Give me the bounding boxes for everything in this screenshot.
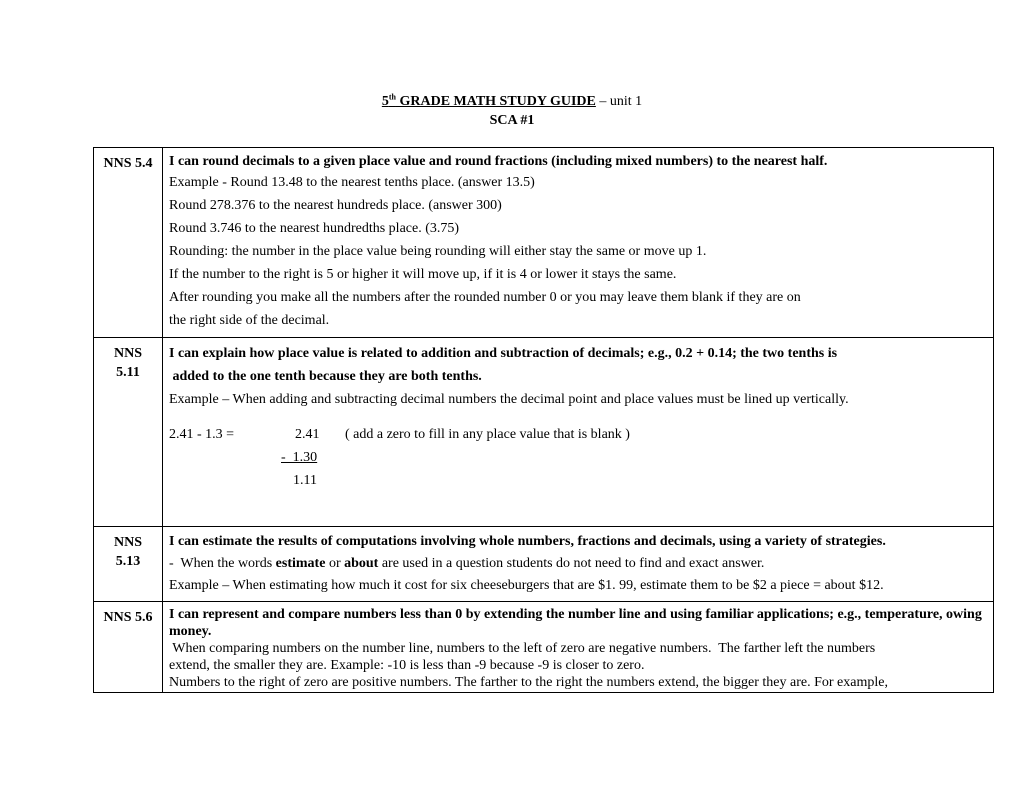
title-suffix: – unit 1 bbox=[595, 94, 643, 109]
standard-content bbox=[163, 338, 994, 527]
document-subtitle: SCA #1 bbox=[489, 113, 535, 128]
content-line: Round 278.376 to the nearest hundreds place. (answer 300) bbox=[169, 198, 502, 213]
calc-result: 1.11 bbox=[293, 473, 317, 488]
standard-code bbox=[94, 338, 163, 527]
standard-heading: added to the one tenth because they are both tenths. bbox=[169, 369, 482, 384]
calc-minus-number: - 1.30 bbox=[281, 450, 318, 465]
standard-content bbox=[163, 148, 994, 338]
standard-heading: I can represent and compare numbers less than 0 by extending the number line and using familiar applications; e.g., temperature, owing money. bbox=[169, 607, 982, 639]
subtraction-example bbox=[169, 423, 987, 495]
standard-code-line: 5.11 bbox=[116, 365, 140, 380]
content-line: Rounding: the number in the place value being rounding will either stay the same or move up 1. bbox=[169, 244, 707, 259]
document-title-block bbox=[0, 92, 1024, 130]
content-line: extend, the smaller they are. Example: -10 is less than -9 because -9 is closer to zero. bbox=[169, 658, 645, 673]
standard-code-text: NNS 5.6 bbox=[103, 610, 153, 625]
calc-top-number: 2.41 bbox=[295, 427, 320, 442]
grade-number: 5 bbox=[381, 94, 389, 109]
standard-content bbox=[163, 602, 994, 693]
grade-superscript: th bbox=[388, 92, 396, 102]
standard-heading: I can round decimals to a given place value and round fractions (including mixed numbers) to the nearest half. bbox=[169, 154, 828, 169]
table-row bbox=[94, 602, 994, 693]
standard-code-line: 5.13 bbox=[115, 554, 141, 569]
calc-note: ( add a zero to fill in any place value that is blank ) bbox=[345, 427, 630, 442]
keyword-estimate: estimate bbox=[275, 556, 326, 571]
standard-heading: I can explain how place value is related to addition and subtraction of decimals; e.g., 0.2 + 0.14; the two tenths is bbox=[169, 346, 838, 361]
content-line: Round 3.746 to the nearest hundredths place. (3.75) bbox=[169, 221, 460, 236]
standard-code bbox=[94, 527, 163, 602]
study-guide-table bbox=[93, 147, 994, 693]
standard-heading: I can estimate the results of computations involving whole numbers, fractions and decimals, using a variety of strategies. bbox=[169, 534, 886, 549]
calc-expression: 2.41 - 1.3 = bbox=[169, 427, 235, 442]
title-main: GRADE MATH STUDY GUIDE bbox=[395, 94, 596, 109]
standard-code-line: NNS bbox=[113, 346, 142, 361]
document-title bbox=[0, 92, 1024, 111]
standard-code bbox=[94, 148, 163, 338]
content-line: Example – When adding and subtracting decimal numbers the decimal point and place values must be lined up vertically. bbox=[169, 392, 849, 407]
content-line: If the number to the right is 5 or higher it will move up, if it is 4 or lower it stays the same. bbox=[169, 267, 677, 282]
content-line: Example - Round 13.48 to the nearest tenths place. (answer 13.5) bbox=[169, 175, 535, 190]
title-underlined bbox=[382, 94, 596, 109]
content-line: After rounding you make all the numbers after the rounded number 0 or you may leave them blank if they are on bbox=[169, 290, 801, 305]
standard-code bbox=[94, 602, 163, 693]
table-row bbox=[94, 527, 994, 602]
content-line: the right side of the decimal. bbox=[169, 313, 330, 328]
table-row bbox=[94, 338, 994, 527]
content-text: are used in a question students do not need to find and exact answer. bbox=[378, 556, 765, 571]
standard-code-text: NNS 5.4 bbox=[103, 156, 153, 171]
content-text: - When the words bbox=[169, 556, 276, 571]
content-text: or bbox=[325, 556, 345, 571]
keyword-about: about bbox=[344, 556, 379, 571]
content-line: Example – When estimating how much it cost for six cheeseburgers that are $1. 99, estimate them to be $2 a piece = about $12. bbox=[169, 578, 884, 593]
content-line: Numbers to the right of zero are positive numbers. The farther to the right the numbers extend, the bigger they are. For example, bbox=[169, 675, 888, 690]
content-line bbox=[169, 553, 987, 575]
content-line: When comparing numbers on the number line, numbers to the left of zero are negative numbers. The farther left the numbers bbox=[169, 641, 876, 656]
standard-content bbox=[163, 527, 994, 602]
table-row bbox=[94, 148, 994, 338]
standard-code-line: NNS bbox=[113, 535, 142, 550]
